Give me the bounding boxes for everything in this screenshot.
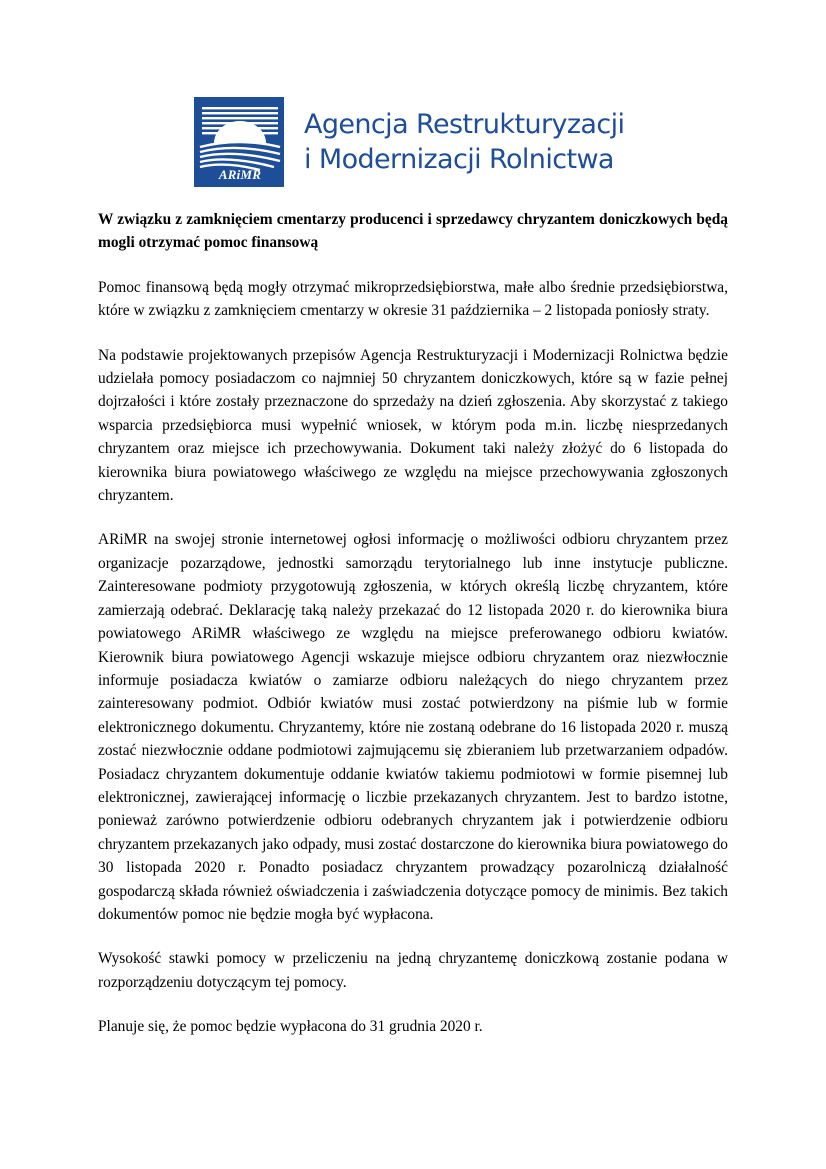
agency-name-line2: i Modernizacji Rolnictwa	[304, 144, 614, 175]
arimr-logo	[194, 97, 284, 187]
agency-name-line1: Agencja Restrukturyzacji	[304, 109, 625, 140]
paragraph: Pomoc finansową będą mogły otrzymać mikroprzedsiębiorstwa, małe albo średnie przedsiębiorstwa, które w związku z zamknięciem cmentarzy w okresie 31 października – 2 listopada poniosły straty.	[98, 278, 728, 320]
document-body	[98, 208, 728, 1039]
agency-name	[304, 107, 624, 177]
letterhead	[194, 96, 624, 188]
paragraph: Planuje się, że pomoc będzie wypłacona do 31 grudnia 2020 r.	[98, 1018, 483, 1036]
paragraph: Wysokość stawki pomocy w przeliczeniu na jedną chryzantemę doniczkową zostanie podana w rozporządzeniu dotyczącym tej pomocy.	[98, 950, 728, 991]
paragraph: Na podstawie projektowanych przepisów Agencja Restrukturyzacji i Modernizacji Rolnictwa będzie udzielała pomocy posiadaczom co najmniej 50 chryzantem doniczkowych, które są w fazie pełnej dojrzałości i które zostały przeznaczone do sprzedaży na dzień zgłoszenia. Aby skorzystać z takiego wsparcia przedsiębiorca musi wypełnić wniosek, w którym poda m.in. liczbę niesprzedanych chryzantem oraz miejsce ich przechowywania. Dokument taki należy złożyć do 6 listopada do kierownika biura powiatowego właściwego ze względu na miejsce przechowywania zgłoszonych chryzantem.	[98, 346, 728, 505]
paragraph: ARiMR na swojej stronie internetowej ogłosi informację o możliwości odbioru chryzantem przez organizacje pozarządowe, jednostki samorządu terytorialnego lub inne instytucje publiczne. Zainteresowane podmioty przygotowują zgłoszenia, w których określą liczbę chryzantem, które zamierzają odebrać. Deklarację taką należy przekazać do 12 listopada 2020 r. do kierownika biura powiatowego ARiMR właściwego ze względu na miejsce preferowanego odbioru kwiatów. Kierownik biura powiatowego Agencji wskazuje miejsce odbioru chryzantem oraz niezwłocznie informuje posiadacza kwiatów o zamiarze odbioru należących do niego chryzantem przez zainteresowany podmiot. Odbiór kwiatów musi zostać potwierdzony na piśmie lub w formie elektronicznego dokumentu. Chryzantemy, które nie zostaną odebrane do 16 listopada 2020 r. muszą zostać niezwłocznie oddane podmiotowi zajmującemu się zbieraniem lub przetwarzaniem odpadów. Posiadacz chryzantem dokumentuje oddanie kwiatów takiemu podmiotowi w formie pisemnej lub elektronicznej, zawierającej informację o liczbie przekazanych chryzantem. Jest to bardzo istotne, ponieważ zarówno potwierdzenie odbioru odebranych chryzantem jak i potwierdzenie odbioru chryzantem przekazanych jako odpady, musi zostać dostarczone do kierownika biura powiatowego do 30 listopada 2020 r. Ponadto posiadacz chryzantem prowadzący pozarolniczą działalność gospodarczą składa również oświadczenia i zaświadczenia dotyczące pomocy de minimis. Bez takich dokumentów pomoc nie będzie mogła być wypłacona.	[98, 531, 728, 923]
document-title: W związku z zamknięciem cmentarzy producenci i sprzedawcy chryzantem doniczkowych będą mogli otrzymać pomoc finansową	[98, 211, 728, 252]
logo-abbreviation: ARiMR	[218, 167, 262, 182]
